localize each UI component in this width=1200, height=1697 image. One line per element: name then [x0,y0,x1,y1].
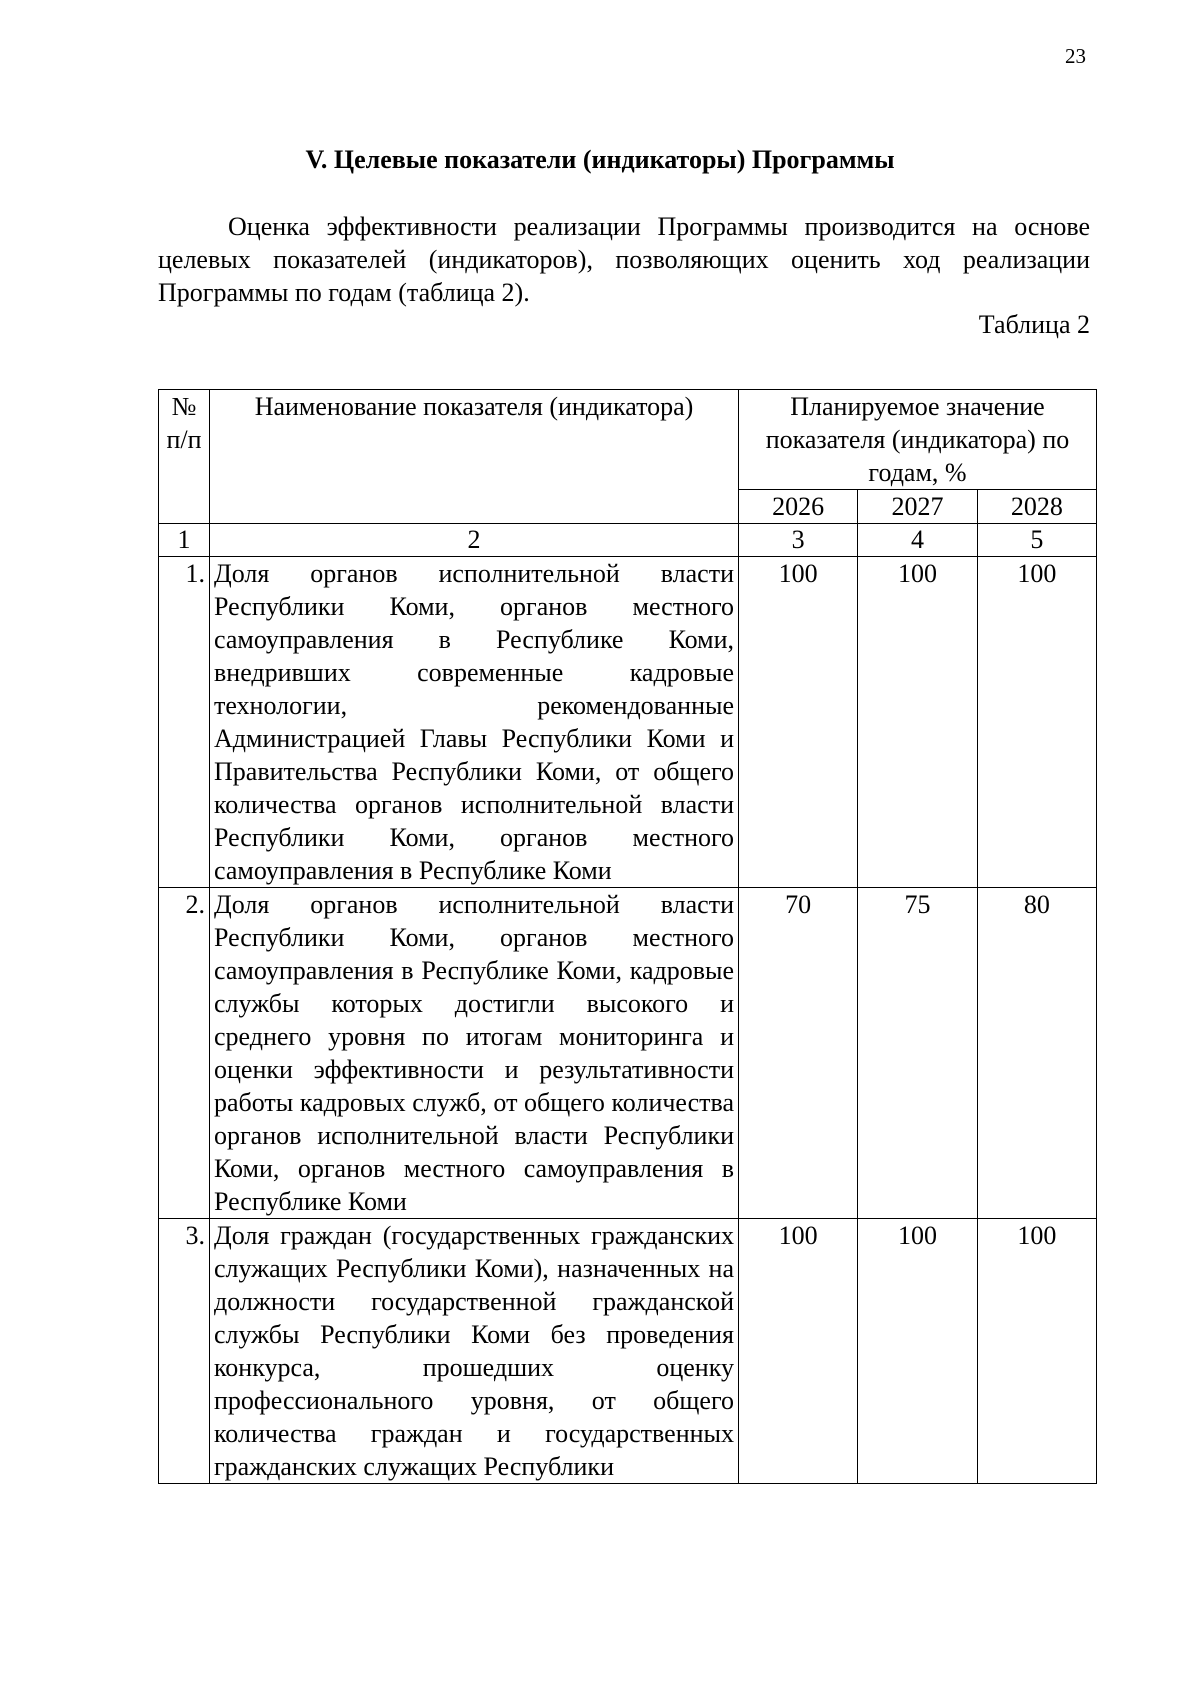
header-planned: Планируемое значение показателя (индикатора) по годам, % [739,390,1097,490]
value-2028: 80 [977,888,1096,1219]
header-name: Наименование показателя (индикатора) [210,390,739,524]
header-year: 2028 [977,490,1096,524]
column-index: 4 [858,524,977,557]
value-2026: 70 [739,888,858,1219]
value-2027: 100 [858,1219,977,1484]
indicator-name: Доля органов исполнительной власти Республики Коми, органов местного самоуправления в Республике Коми, кадровые службы которых достигли высокого и среднего уровня по итогам мониторинга и оценки эффективности и результативности работы кадровых служб, от общего количества органов исполнительной власти Республики Коми, органов местного самоуправления в Республике Коми [210,888,739,1219]
table-row [159,1219,1097,1484]
indicators-table [158,389,1097,1484]
section-heading: V. Целевые показатели (индикаторы) Программы [305,145,895,174]
indicator-name: Доля граждан (государственных гражданских служащих Республики Коми), назначенных на должности государственной гражданской службы Республики Коми без проведения конкурса, прошедших оценку профессионального уровня, от общего количества граждан и государственных гражданских служащих Республики [210,1219,739,1484]
row-number: 2. [159,888,210,1219]
column-index: 1 [159,524,210,557]
table-caption: Таблица 2 [978,310,1090,339]
value-2026: 100 [739,1219,858,1484]
row-number: 3. [159,1219,210,1484]
header-year: 2027 [858,490,977,524]
value-2028: 100 [977,557,1096,888]
column-index: 2 [210,524,739,557]
value-2027: 75 [858,888,977,1219]
indicator-name: Доля органов исполнительной власти Республики Коми, органов местного самоуправления в Республике Коми, внедривших современные кадровые технологии, рекомендованные Администрацией Главы Республики Коми и Правительства Республики Коми, от общего количества органов исполнительной власти Республики Коми, органов местного самоуправления в Республике Коми [210,557,739,888]
value-2026: 100 [739,557,858,888]
column-index: 3 [739,524,858,557]
header-num: № п/п [159,390,210,524]
page-number: 23 [1065,44,1086,68]
intro-paragraph: Оценка эффективности реализации Программы производится на основе целевых показателей (индикаторов), позволяющих оценить ход реализации Программы по годам (таблица 2). [158,212,1090,307]
table-header-row [159,390,1097,490]
table-index-row [159,524,1097,557]
table-row [159,888,1097,1219]
table-row [159,557,1097,888]
column-index: 5 [977,524,1096,557]
header-year: 2026 [739,490,858,524]
value-2028: 100 [977,1219,1096,1484]
value-2027: 100 [858,557,977,888]
row-number: 1. [159,557,210,888]
